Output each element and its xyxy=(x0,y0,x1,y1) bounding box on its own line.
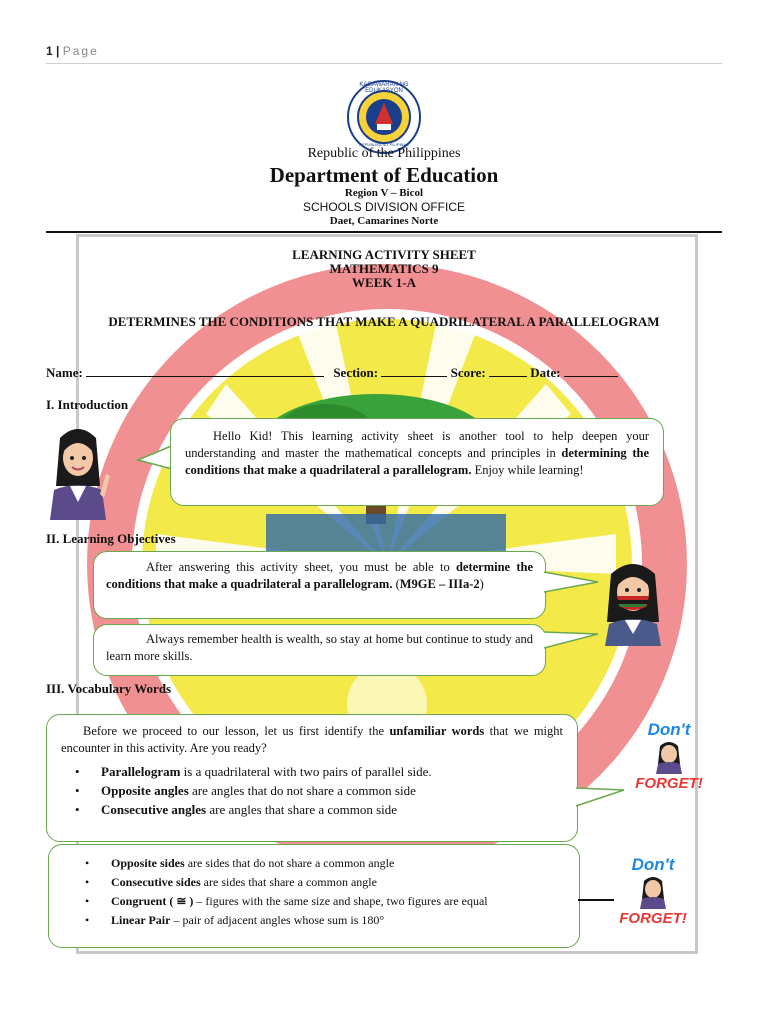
location-text: Daet, Camarines Norte xyxy=(329,215,439,227)
list-item: • Consecutive sides are sides that share a common angle xyxy=(97,874,565,891)
page-number: 1 | Page xyxy=(46,44,99,58)
score-field[interactable] xyxy=(489,364,527,377)
teacher-avatar-masked xyxy=(601,560,665,646)
vocab-list-2 xyxy=(71,855,565,929)
section-field[interactable] xyxy=(381,364,447,377)
teacher-avatar-waving xyxy=(46,424,110,520)
dont-forget-sticker-2: Don't FORGET! xyxy=(619,855,687,927)
student-fields: Name: Section: Score: Date: xyxy=(46,364,618,381)
vocab-list-1 xyxy=(61,763,563,818)
section-introduction: I. Introduction xyxy=(46,397,129,412)
topic-title: DETERMINES THE CONDITIONS THAT MAKE A QUADRILATERAL A PARALLELOGRAM xyxy=(108,314,660,329)
list-item: • Consecutive angles are angles that share a common side xyxy=(87,801,563,818)
date-field[interactable] xyxy=(564,364,618,377)
list-item: • Linear Pair – pair of adjacent angles whose sum is 180° xyxy=(97,912,565,929)
republic-text: Republic of the Philippines xyxy=(307,146,461,161)
seal-subtext: REPUBLIKA NG PILIPINAS xyxy=(359,142,409,147)
health-bubble: Always remember health is wealth, so stay at home but continue to study and learn more skills. xyxy=(93,624,546,676)
list-item: • Parallelogram is a quadrilateral with two pairs of parallel side. xyxy=(87,763,563,780)
region-text: Region V – Bicol xyxy=(344,187,424,199)
sticker-avatar-icon xyxy=(654,740,684,774)
vocab-intro: Before we proceed to our lesson, let us first identify the unfamiliar words that we might encounter in this activity. Are you ready? xyxy=(61,724,563,755)
section-vocabulary: III. Vocabulary Words xyxy=(46,681,172,696)
connector-line xyxy=(578,899,614,901)
vocab-bubble-tail xyxy=(574,782,628,812)
list-item: • Congruent ( ≅ ) – figures with the same size and shape, two figures are equal xyxy=(97,893,565,910)
dont-forget-sticker: Don't FORGET! xyxy=(635,720,703,792)
objective-bubble-tail xyxy=(542,568,602,598)
name-field[interactable] xyxy=(86,364,324,377)
list-item: • Opposite sides are sides that do not share a common angle xyxy=(97,855,565,872)
sticker-avatar-icon xyxy=(638,875,668,909)
health-bubble-tail xyxy=(542,626,602,656)
header-rule xyxy=(46,63,722,64)
header-divider xyxy=(46,231,722,233)
seal-text: KAGAWARAN NG EDUKASYON xyxy=(359,82,409,94)
intro-bubble: Hello Kid! This learning activity sheet is another tool to help deepen your understanding and master the mathematical concepts and principles in determining the conditions that make a quadrilateral a parallelogram. Enjoy while learning! xyxy=(170,418,664,506)
vocab-bubble-2 xyxy=(48,844,580,948)
vocab-bubble xyxy=(46,714,578,842)
objective-bubble: After answering this activity sheet, you must be able to determine the conditions that make a quadrilateral a parallelogram. (M9GE – IIIa-2) xyxy=(93,551,546,619)
section-objectives: II. Learning Objectives xyxy=(46,531,176,546)
list-item: • Opposite angles are angles that do not share a common side xyxy=(87,782,563,799)
office-text: SCHOOLS DIVISION OFFICE xyxy=(302,200,466,214)
department-title: Department of Education xyxy=(269,163,499,187)
sheet-title: LEARNING ACTIVITY SHEET MATHEMATICS 9 WEEK 1-A xyxy=(292,247,476,290)
